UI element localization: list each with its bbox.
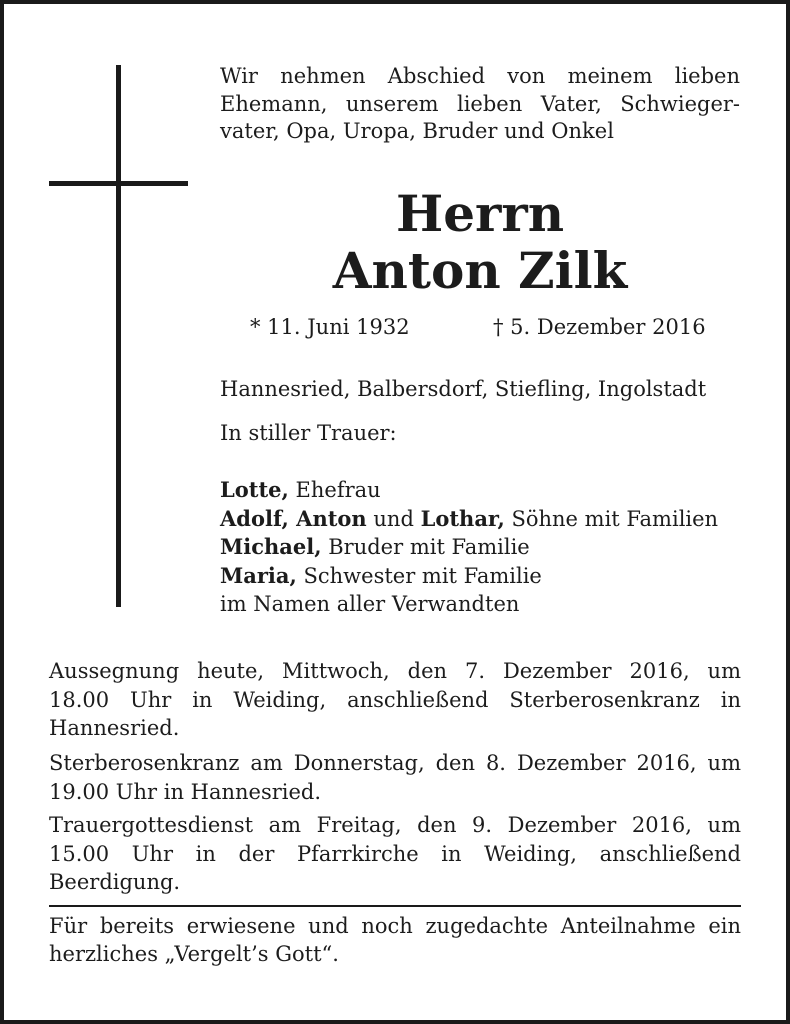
divider-line: [49, 905, 741, 907]
intro-line: Ehemann, unserem lieben Vater, Schwieger-: [220, 91, 740, 116]
intro-text: [220, 63, 740, 146]
death-date: † 5. Dezember 2016: [493, 315, 706, 339]
mourner-name: Lotte,: [220, 477, 289, 502]
mourner-relatives-line: im Namen aller Verwandten: [220, 592, 520, 616]
cross-vertical-bar: [116, 65, 121, 607]
service-line: 15.00 Uhr in der Pfarrkirche in Weiding, anschließend: [49, 841, 741, 866]
intro-line: Wir nehmen Abschied von meinem lieben: [220, 64, 740, 88]
mourner-name: Lothar,: [420, 505, 505, 531]
mourner-entry: [220, 562, 740, 591]
mourner-relation: Ehefrau: [295, 478, 381, 502]
service-line: 19.00 Uhr in Hannesried.: [49, 779, 322, 804]
service-line: Trauergottesdienst am Freitag, den 9. Dezember 2016, um: [49, 813, 741, 837]
service-line: Hannesried.: [49, 716, 180, 740]
deceased-name-block: [220, 185, 740, 299]
mourner-name: Michael,: [220, 534, 322, 559]
mourner-entry: [220, 533, 740, 562]
mourner-conjunction: und: [373, 506, 414, 531]
intro-line: vater, Opa, Uropa, Bruder und Onkel: [220, 119, 614, 144]
service-line: Sterberosenkranz am Donnerstag, den 8. Dezember 2016, um: [49, 751, 741, 775]
salutation: Herrn: [395, 184, 565, 243]
service-line: 18.00 Uhr in Weiding, anschließend Sterberosenkranz in: [49, 687, 741, 712]
service-line: Aussegnung heute, Mittwoch, den 7. Dezember 2016, um: [49, 659, 741, 683]
service-paragraph-rosenkranz: [49, 749, 741, 806]
mourners-heading: In stiller Trauer:: [220, 421, 397, 445]
mourner-name: Maria,: [220, 562, 297, 588]
birth-date: * 11. Juni 1932: [250, 315, 410, 339]
thanks-line: Für bereits erwiesene und noch zugedachte Anteilnahme ein: [49, 914, 741, 938]
service-line: Beerdigung.: [49, 870, 181, 894]
mourner-relation: Schwester mit Familie: [303, 563, 542, 588]
cross-horizontal-bar: [49, 181, 188, 186]
mourner-relation: Bruder mit Familie: [328, 535, 530, 559]
places-line: Hannesried, Balbersdorf, Stiefling, Ingolstadt: [220, 377, 707, 401]
mourner-relation: Söhne mit Familien: [511, 506, 719, 531]
deceased-name: Anton Zilk: [332, 241, 628, 300]
service-paragraph-gottesdienst: [49, 811, 741, 897]
service-paragraph-aussegnung: [49, 657, 741, 743]
thanks-paragraph: [49, 912, 741, 968]
mourner-entry: [220, 476, 740, 505]
mourner-entry: [220, 505, 740, 534]
thanks-line: herzliches „Vergelt’s Gott“.: [49, 942, 339, 966]
mourner-name: Adolf, Anton: [220, 505, 367, 531]
mourner-entry: [220, 590, 740, 619]
mourners-list: [220, 476, 740, 619]
